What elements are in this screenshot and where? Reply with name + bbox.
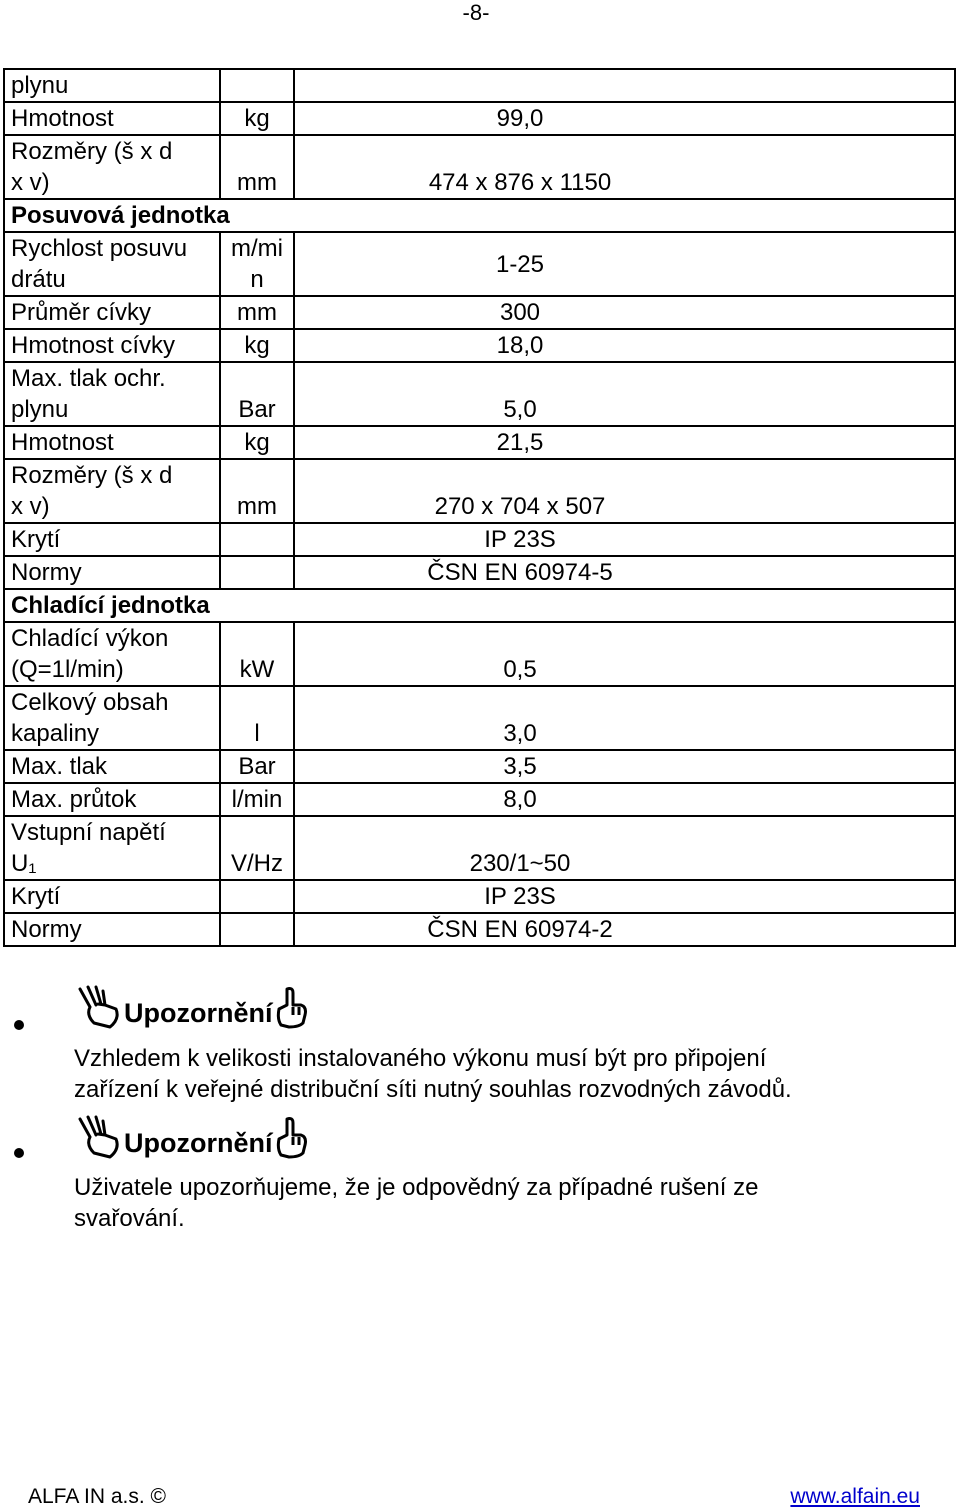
footer-company: ALFA IN a.s. © <box>28 1485 167 1508</box>
row-label: Normy <box>4 556 220 589</box>
row-label: Max. tlak ochr. plynu <box>4 362 220 426</box>
bullet <box>14 1148 24 1158</box>
row-label: Vstupní napětí U₁ <box>4 816 220 880</box>
row-unit: V/Hz <box>220 816 294 880</box>
row-value <box>294 102 955 135</box>
section-filler <box>294 589 955 622</box>
warning-label: Upozornění <box>124 998 273 1028</box>
warning-title <box>76 985 321 1029</box>
row-value <box>294 686 955 750</box>
row-unit <box>220 69 294 102</box>
warning-label: Upozornění <box>124 1128 273 1158</box>
hand-point-icon <box>273 985 321 1029</box>
row-label: Rychlost posuvu drátu <box>4 232 220 296</box>
row-unit: kg <box>220 426 294 459</box>
row-unit: Bar <box>220 750 294 783</box>
table-row <box>4 686 955 750</box>
table-row <box>4 622 955 686</box>
row-unit: l <box>220 686 294 750</box>
table-row <box>4 913 955 946</box>
page-number: -8- <box>462 0 490 25</box>
row-value-text: IP 23S <box>484 526 556 553</box>
row-unit: mm <box>220 296 294 329</box>
row-value-text: 474 x 876 x 1150 <box>428 169 612 196</box>
bullet <box>14 1020 24 1030</box>
row-value-text: ČSN EN 60974-2 <box>427 916 613 943</box>
row-value <box>294 556 955 589</box>
row-value-text: 300 <box>499 299 541 326</box>
table-row <box>4 232 955 296</box>
table-row <box>4 69 955 102</box>
table-row <box>4 135 955 199</box>
row-unit <box>220 556 294 589</box>
row-value <box>294 783 955 816</box>
table-row <box>4 296 955 329</box>
row-value <box>294 913 955 946</box>
table-row <box>4 750 955 783</box>
footer-website-link[interactable]: www.alfain.eu <box>790 1485 920 1508</box>
table-row <box>4 880 955 913</box>
table-row <box>4 523 955 556</box>
row-value-text: 8,0 <box>503 786 537 813</box>
table-row <box>4 816 955 880</box>
row-label: Krytí <box>4 880 220 913</box>
table-row <box>4 362 955 426</box>
row-unit: mm <box>220 135 294 199</box>
table-row <box>4 556 955 589</box>
row-unit <box>220 913 294 946</box>
row-label: Krytí <box>4 523 220 556</box>
row-value-text: 3,5 <box>503 753 537 780</box>
row-value <box>294 232 955 296</box>
row-label: Chladící výkon (Q=1l/min) <box>4 622 220 686</box>
row-value-text: IP 23S <box>484 883 556 910</box>
row-label: Hmotnost <box>4 102 220 135</box>
row-value-text: 0,5 <box>503 656 537 683</box>
row-value <box>294 296 955 329</box>
section-title: Posuvová jednotka <box>4 199 294 232</box>
row-value <box>294 135 955 199</box>
row-unit <box>220 880 294 913</box>
table-row <box>4 426 955 459</box>
row-value <box>294 816 955 880</box>
row-unit <box>220 523 294 556</box>
table-row <box>4 102 955 135</box>
row-unit: kW <box>220 622 294 686</box>
row-label: Rozměry (š x d x v) <box>4 135 220 199</box>
row-value <box>294 459 955 523</box>
warning-title <box>76 1115 321 1159</box>
row-value-text: ČSN EN 60974-5 <box>427 559 613 586</box>
row-label: Rozměry (š x d x v) <box>4 459 220 523</box>
row-value <box>294 69 955 102</box>
row-unit: kg <box>220 102 294 135</box>
section-row <box>4 589 955 622</box>
table-row <box>4 459 955 523</box>
row-label: Hmotnost cívky <box>4 329 220 362</box>
row-value <box>294 880 955 913</box>
row-value <box>294 329 955 362</box>
row-label: Hmotnost <box>4 426 220 459</box>
section-row <box>4 199 955 232</box>
row-label: plynu <box>4 69 220 102</box>
row-value-text: 3,0 <box>503 720 537 747</box>
row-value <box>294 523 955 556</box>
row-unit: mm <box>220 459 294 523</box>
row-value-text: 21,5 <box>496 429 544 456</box>
warning-text: Uživatele upozorňujeme, že je odpovědný za případné rušení ze svařování. <box>74 1174 759 1232</box>
row-value-text: 270 x 704 x 507 <box>434 493 606 520</box>
row-label: Průměr cívky <box>4 296 220 329</box>
row-label: Max. tlak <box>4 750 220 783</box>
hand-write-icon <box>76 1115 124 1159</box>
hand-point-icon <box>273 1115 321 1159</box>
row-value <box>294 622 955 686</box>
warning-text: Vzhledem k velikosti instalovaného výkonu musí být pro připojení zařízení k veřejné distribuční síti nutný souhlas rozvodných závodů. <box>74 1045 792 1103</box>
row-unit: kg <box>220 329 294 362</box>
row-unit: Bar <box>220 362 294 426</box>
spec-table <box>3 68 956 947</box>
row-value-text: 230/1~50 <box>469 850 571 877</box>
row-value <box>294 362 955 426</box>
row-value-text: 1-25 <box>495 250 545 278</box>
row-value <box>294 426 955 459</box>
table-row <box>4 329 955 362</box>
section-title: Chladící jednotka <box>4 589 294 622</box>
row-unit: l/min <box>220 783 294 816</box>
section-filler <box>294 199 955 232</box>
row-unit: m/mi n <box>220 232 294 296</box>
row-label: Normy <box>4 913 220 946</box>
row-value <box>294 750 955 783</box>
row-value-text: 5,0 <box>503 396 537 423</box>
row-label: Max. průtok <box>4 783 220 816</box>
hand-write-icon <box>76 985 124 1029</box>
row-value-text: 18,0 <box>496 332 544 359</box>
row-value-text: 99,0 <box>496 105 544 132</box>
table-row <box>4 783 955 816</box>
row-label: Celkový obsah kapaliny <box>4 686 220 750</box>
